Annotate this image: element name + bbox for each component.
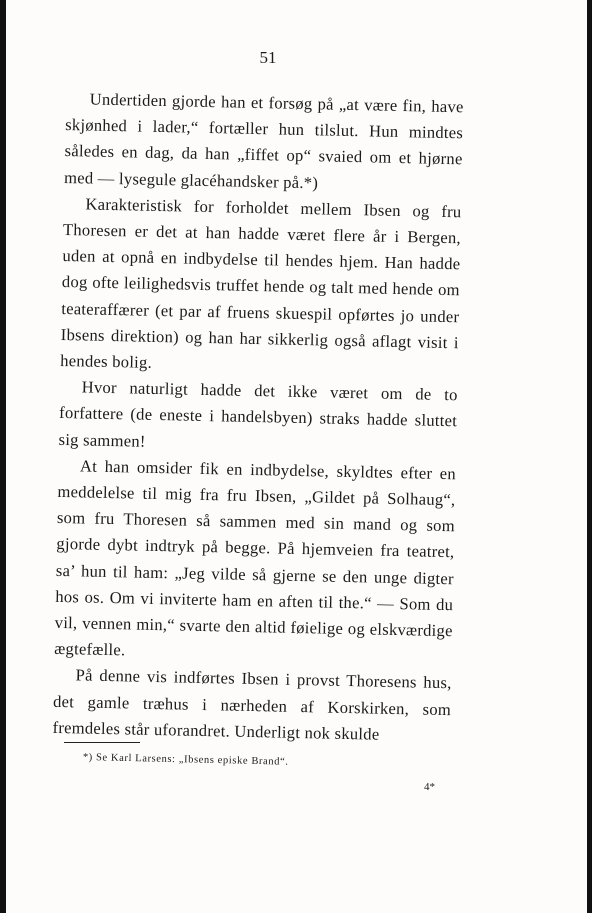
- paragraph: Undertiden gjorde han et forsøg på „at være fin, have skjønhed i lader,“ fortæller hun tilslut. Hun mindtes således en dag, da han „fiffet op“ svaied om et hjørne med — lysegule glacéhandsker på.*): [63, 89, 464, 192]
- footnote: *) Se Karl Larsens: „Ibsens episke Brand“.: [82, 752, 289, 768]
- page-number: 51: [259, 48, 277, 67]
- paragraph: Hvor naturligt hadde det ikke været om de to forfattere (de eneste i handelsbyen) straks hadde sluttet sig sammen!: [58, 377, 458, 451]
- signature-mark: 4*: [424, 781, 435, 793]
- paragraph: Karakteristisk for forholdet mellem Ibsen og fru Thoresen er det at han hadde været flere år i Bergen, uden at opnå en indbydelse til hendes hjem. Han hadde dog ofte leilighedsvis truffet hende og talt med hende om teateraffærer (et par af fruens skuespil opførtes jo under Ibsens direktion) og han har sikkerlig også aflagt visit i hendes bolig.: [60, 194, 462, 372]
- paragraph: På denne vis indførtes Ibsen i provst Thoresens hus, det gamle træhus i nærheden af Korskirken, som fremdeles står uforandret. Underligt nok skulde: [52, 665, 452, 744]
- body-text: [52, 86, 464, 749]
- paragraph: At han omsider fik en indbydelse, skyldtes efter en meddelelse til mig fra fru Ibsen, „Gildet på Solhaug“, som fru Thoresen så sammen med sin mand og som gjorde dybt indtryk på begge. På hjemveien fra teatret, sa’ hun til ham: „Jeg vilde så gjerne se den unge digter hos os. Om vi inviterte ham en aften til the.“ — Som du vil, vennen min,“ svarte den altid føielige og elskværdige ægtefælle.: [54, 456, 457, 660]
- scan-edge-right: [587, 0, 592, 913]
- scan-edge-left: [0, 0, 6, 913]
- footnote-rule: [64, 742, 140, 743]
